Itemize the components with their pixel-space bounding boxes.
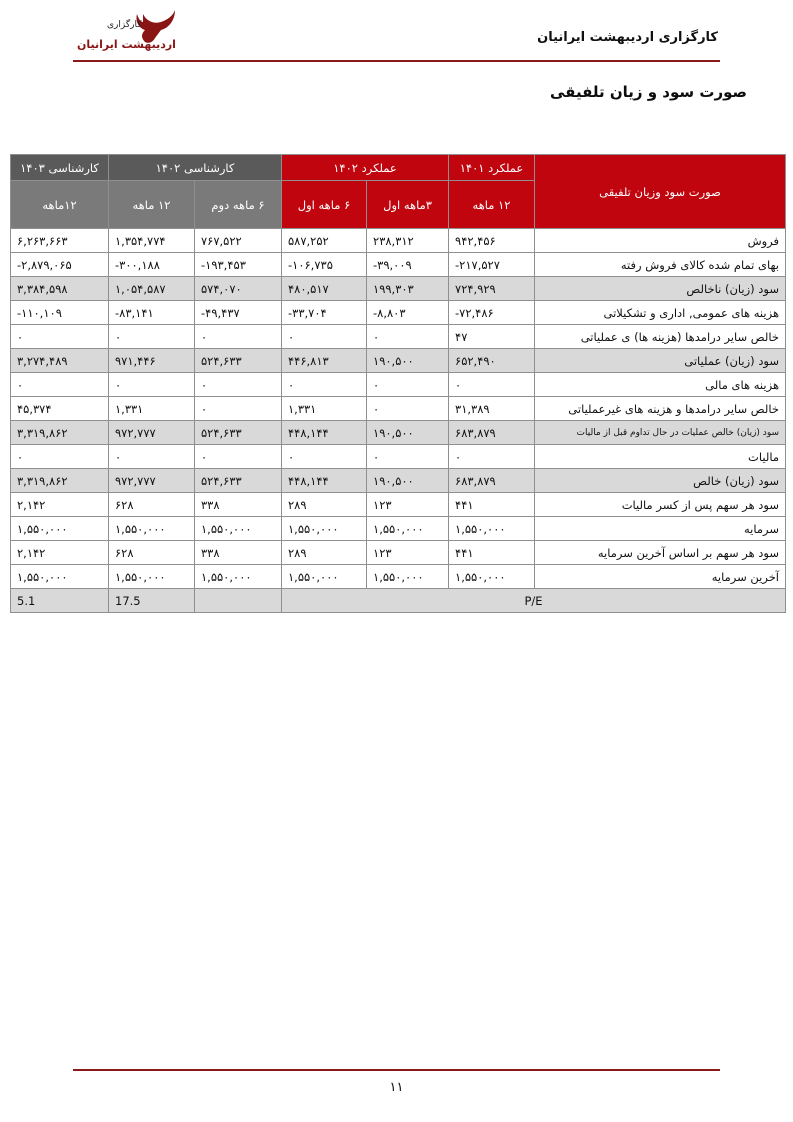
- table-cell: ۱,۳۵۴,۷۷۴: [109, 229, 195, 253]
- table-cell: ۱,۵۵۰,۰۰۰: [282, 517, 367, 541]
- table-cell: ۹۷۲,۷۷۷: [109, 469, 195, 493]
- table-cell: ۵۲۴,۶۳۳: [195, 349, 282, 373]
- table-cell: ۳,۲۷۴,۴۸۹: [11, 349, 109, 373]
- table-cell: ۳,۳۱۹,۸۶۲: [11, 421, 109, 445]
- table-cell: ۱,۰۵۴,۵۸۷: [109, 277, 195, 301]
- pe-label: P/E: [282, 589, 786, 613]
- sub-header: ۶ ماهه دوم: [195, 181, 282, 229]
- table-cell: -۱۱۰,۱۰۹: [11, 301, 109, 325]
- table-cell: ۳,۳۸۴,۵۹۸: [11, 277, 109, 301]
- table-cell: ۱۹۹,۳۰۳: [367, 277, 449, 301]
- pe-value-1402: 17.5: [109, 589, 195, 613]
- table-cell: ۰: [367, 445, 449, 469]
- table-row: [11, 493, 786, 517]
- row-label: سود (زیان) ناخالص: [535, 277, 786, 301]
- table-cell: ۵۸۷,۲۵۲: [282, 229, 367, 253]
- group-header-forecast-1402: کارشناسی ۱۴۰۲: [109, 155, 282, 181]
- table-row: [11, 517, 786, 541]
- table-cell: ۱,۵۵۰,۰۰۰: [367, 565, 449, 589]
- page-number: ۱۱: [389, 1080, 404, 1095]
- table-cell: ۲۳۸,۳۱۲: [367, 229, 449, 253]
- table-cell: -۲۱۷,۵۲۷: [449, 253, 535, 277]
- income-statement-table: [10, 154, 786, 613]
- table-cell: ۲,۱۴۲: [11, 493, 109, 517]
- table-cell: ۹۷۲,۷۷۷: [109, 421, 195, 445]
- table-cell: ۱۹۰,۵۰۰: [367, 469, 449, 493]
- table-cell: ۴۴۱: [449, 541, 535, 565]
- table-row: [11, 229, 786, 253]
- table-row: [11, 325, 786, 349]
- table-cell: -۲,۸۷۹,۰۶۵: [11, 253, 109, 277]
- table-cell: ۶,۲۶۳,۶۶۳: [11, 229, 109, 253]
- row-label: سود هر سهم بر اساس آخرین سرمایه: [535, 541, 786, 565]
- header-divider: [73, 60, 720, 62]
- logo-text-small: کارگزاری: [107, 20, 142, 30]
- row-label: بهای تمام شده کالای فروش رفته: [535, 253, 786, 277]
- table-cell: ۵۲۴,۶۳۳: [195, 421, 282, 445]
- table-cell: ۶۲۸: [109, 541, 195, 565]
- corner-header: صورت سود وزیان تلفیقی: [535, 155, 786, 229]
- table-cell: ۰: [109, 445, 195, 469]
- row-label: هزینه های مالی: [535, 373, 786, 397]
- table-cell: ۰: [282, 325, 367, 349]
- table-cell: ۰: [11, 445, 109, 469]
- table-cell: ۱,۵۵۰,۰۰۰: [109, 517, 195, 541]
- row-label: هزینه های عمومی, اداری و تشکیلاتی: [535, 301, 786, 325]
- table-cell: ۴۵,۳۷۴: [11, 397, 109, 421]
- row-label: آخرین سرمایه: [535, 565, 786, 589]
- table-cell: ۶۸۳,۸۷۹: [449, 469, 535, 493]
- sub-header: ۶ ماهه اول: [282, 181, 367, 229]
- table-cell: ۰: [11, 373, 109, 397]
- sub-header: ۳ماهه اول: [367, 181, 449, 229]
- table-row: [11, 301, 786, 325]
- pe-value-1403: 5.1: [11, 589, 109, 613]
- table-cell: ۵۷۴,۰۷۰: [195, 277, 282, 301]
- table-cell: ۳۳۸: [195, 493, 282, 517]
- table-row: [11, 445, 786, 469]
- table-cell: ۹۷۱,۴۴۶: [109, 349, 195, 373]
- table-cell: -۳۳,۷۰۴: [282, 301, 367, 325]
- table-cell: ۰: [367, 373, 449, 397]
- table-cell: ۳,۳۱۹,۸۶۲: [11, 469, 109, 493]
- table-cell: ۰: [449, 445, 535, 469]
- table-cell: -۸۳,۱۴۱: [109, 301, 195, 325]
- row-label: سود (زیان) عملیاتی: [535, 349, 786, 373]
- sub-header: ۱۲ماهه: [11, 181, 109, 229]
- table-cell: ۱۹۰,۵۰۰: [367, 421, 449, 445]
- table-cell: ۱,۵۵۰,۰۰۰: [195, 565, 282, 589]
- section-title: صورت سود و زیان تلفیقی: [549, 83, 747, 101]
- table-cell: ۰: [282, 445, 367, 469]
- table-cell: -۱۰۶,۷۳۵: [282, 253, 367, 277]
- table-cell: ۱,۵۵۰,۰۰۰: [449, 565, 535, 589]
- table-cell: ۰: [195, 373, 282, 397]
- table-cell: ۶۵۲,۴۹۰: [449, 349, 535, 373]
- table-cell: -۸,۸۰۳: [367, 301, 449, 325]
- table-cell: ۰: [11, 325, 109, 349]
- table-cell: ۰: [195, 397, 282, 421]
- table-cell: ۰: [195, 445, 282, 469]
- table-cell: ۰: [367, 325, 449, 349]
- footer-divider: [73, 1069, 720, 1071]
- table-row: [11, 565, 786, 589]
- pe-row: [11, 589, 786, 613]
- table-cell: -۱۹۳,۴۵۳: [195, 253, 282, 277]
- table-cell: ۶۸۳,۸۷۹: [449, 421, 535, 445]
- table-cell: ۰: [195, 325, 282, 349]
- table-cell: ۱۲۳: [367, 493, 449, 517]
- group-header-forecast-1403: کارشناسی ۱۴۰۳: [11, 155, 109, 181]
- table-cell: ۰: [109, 325, 195, 349]
- table-cell: ۱,۳۳۱: [282, 397, 367, 421]
- table-cell: ۱,۵۵۰,۰۰۰: [109, 565, 195, 589]
- table-cell: ۰: [449, 373, 535, 397]
- table-cell: [195, 589, 282, 613]
- company-name: کارگزاری اردیبهشت ایرانیان: [537, 30, 718, 45]
- table-cell: ۶۲۸: [109, 493, 195, 517]
- table-row: [11, 349, 786, 373]
- table-cell: ۱,۵۵۰,۰۰۰: [195, 517, 282, 541]
- table-cell: -۳۹,۰۰۹: [367, 253, 449, 277]
- sub-header: ۱۲ ماهه: [449, 181, 535, 229]
- table-row: [11, 421, 786, 445]
- table-cell: ۴۴۶,۸۱۳: [282, 349, 367, 373]
- table-row: [11, 253, 786, 277]
- table-cell: -۴۹,۴۳۷: [195, 301, 282, 325]
- table-cell: ۱,۵۵۰,۰۰۰: [449, 517, 535, 541]
- group-header-1401: عملکرد ۱۴۰۱: [449, 155, 535, 181]
- table-cell: -۳۰۰,۱۸۸: [109, 253, 195, 277]
- table-row: [11, 541, 786, 565]
- table-cell: ۱۲۳: [367, 541, 449, 565]
- table-cell: ۱,۵۵۰,۰۰۰: [282, 565, 367, 589]
- group-header-1402: عملکرد ۱۴۰۲: [282, 155, 449, 181]
- logo-text-large: اردیبهشت ایرانیان: [77, 38, 176, 51]
- table-cell: ۷۶۷,۵۲۲: [195, 229, 282, 253]
- table-cell: ۴۸۰,۵۱۷: [282, 277, 367, 301]
- table-row: [11, 397, 786, 421]
- table-cell: -۷۲,۴۸۶: [449, 301, 535, 325]
- row-label: خالص سایر درامدها (هزینه ها) ی عملیاتی: [535, 325, 786, 349]
- table-cell: ۹۴۲,۴۵۶: [449, 229, 535, 253]
- table-cell: ۱,۵۵۰,۰۰۰: [11, 565, 109, 589]
- table-row: [11, 469, 786, 493]
- table-cell: ۴۴۸,۱۴۴: [282, 469, 367, 493]
- table-row: [11, 277, 786, 301]
- company-logo: [75, 8, 185, 58]
- table-cell: ۱,۵۵۰,۰۰۰: [11, 517, 109, 541]
- table-cell: ۲۸۹: [282, 493, 367, 517]
- table-cell: ۴۴۱: [449, 493, 535, 517]
- table-cell: ۷۲۴,۹۲۹: [449, 277, 535, 301]
- table-cell: ۰: [109, 373, 195, 397]
- table-cell: ۳۳۸: [195, 541, 282, 565]
- row-label: سود (زیان) خالص: [535, 469, 786, 493]
- row-label: سود هر سهم پس از کسر مالیات: [535, 493, 786, 517]
- row-label: خالص سایر درامدها و هزینه های غیرعملیاتی: [535, 397, 786, 421]
- table-cell: ۲۸۹: [282, 541, 367, 565]
- table-cell: ۴۴۸,۱۴۴: [282, 421, 367, 445]
- table-cell: ۱,۳۳۱: [109, 397, 195, 421]
- table-cell: ۰: [367, 397, 449, 421]
- row-label: سرمایه: [535, 517, 786, 541]
- table-cell: ۰: [282, 373, 367, 397]
- table-cell: ۳۱,۳۸۹: [449, 397, 535, 421]
- table-cell: ۴۷: [449, 325, 535, 349]
- row-label: سود (زیان) خالص عملیات در حال تداوم قبل از مالیات: [535, 421, 786, 445]
- table-row: [11, 373, 786, 397]
- row-label: مالیات: [535, 445, 786, 469]
- table-cell: ۲,۱۴۲: [11, 541, 109, 565]
- row-label: فروش: [535, 229, 786, 253]
- table-cell: ۵۲۴,۶۳۳: [195, 469, 282, 493]
- table-cell: ۱,۵۵۰,۰۰۰: [367, 517, 449, 541]
- sub-header: ۱۲ ماهه: [109, 181, 195, 229]
- table-cell: ۱۹۰,۵۰۰: [367, 349, 449, 373]
